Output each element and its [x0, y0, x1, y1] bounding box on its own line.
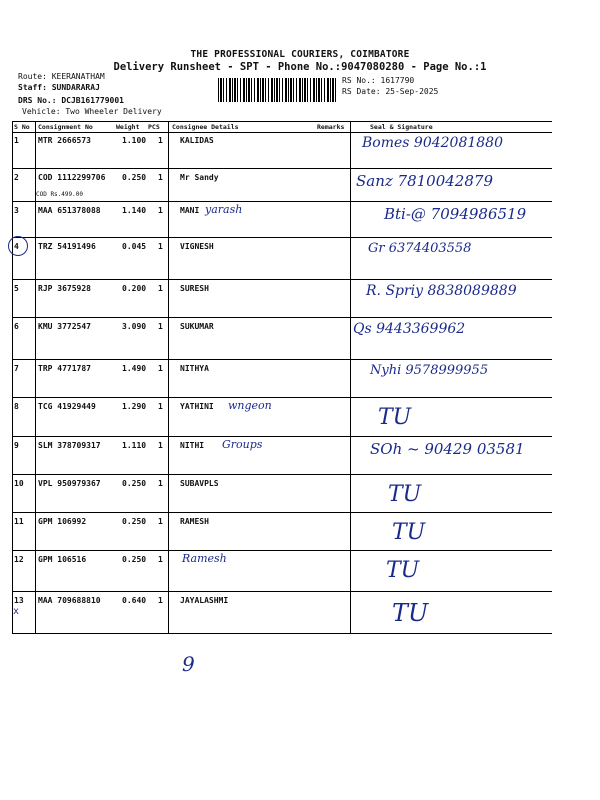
row-consignment-no: MAA 651378088 [38, 206, 101, 215]
row-consignment-no: GPM 106992 [38, 517, 87, 526]
row-consignment-no: TRZ 54191496 [38, 242, 96, 251]
row-sno: 9 [14, 441, 19, 450]
row-weight: 1.110 [122, 441, 147, 450]
row-weight: 0.640 [122, 596, 147, 605]
row-rule [12, 550, 552, 551]
drs-no: DRS No.: DCJB161779001 [18, 96, 124, 105]
circle-mark-icon [8, 236, 28, 256]
row-weight: 1.100 [122, 136, 147, 145]
row-pcs: 1 [158, 173, 163, 182]
row-signature: TU [392, 520, 426, 545]
row-consignment-no: KMU 3772547 [38, 322, 91, 331]
row-sno: 12 [14, 555, 24, 564]
row-sno: 8 [14, 402, 19, 411]
row-rule [12, 201, 552, 202]
row-handwritten-note: wngeon [228, 399, 272, 412]
col-signature: Seal & Signature [370, 123, 433, 131]
row-consignee: SUBAVPLS [180, 479, 219, 488]
row-pcs: 1 [158, 364, 163, 373]
row-signature: Bti-@ 7094986519 [384, 205, 527, 223]
row-weight: 1.290 [122, 402, 147, 411]
row-pcs: 1 [158, 479, 163, 488]
row-rule [12, 237, 552, 238]
row-sno: 6 [14, 322, 19, 331]
row-rule [12, 359, 552, 360]
row-pcs: 1 [158, 284, 163, 293]
row-signature: Bomes 9042081880 [362, 135, 503, 151]
row-pcs: 1 [158, 322, 163, 331]
row-consignment-no: RJP 3675928 [38, 284, 91, 293]
row-signature: TU [392, 599, 429, 627]
row-pcs: 1 [158, 596, 163, 605]
row-signature: TU [386, 558, 420, 583]
staff: Staff: SUNDARARAJ [18, 83, 100, 92]
row-signature: TU [388, 482, 422, 507]
row-sno: 11 [14, 517, 24, 526]
row-signature: Qs 9443369962 [353, 321, 466, 337]
col-divider [12, 121, 13, 633]
row-sno: 4 [14, 242, 19, 251]
row-sno: 5 [14, 284, 19, 293]
row-13-mark: x [13, 606, 20, 617]
row-consignee: RAMESH [180, 517, 209, 526]
row-weight: 0.200 [122, 284, 147, 293]
col-weight: Weight [116, 123, 140, 131]
footer-mark: 9 [182, 652, 195, 676]
col-sno: S No [14, 123, 30, 131]
row-rule [12, 474, 552, 475]
row-consignment-no: GPM 106516 [38, 555, 87, 564]
barcode [218, 78, 336, 102]
company-title: THE PROFESSIONAL COURIERS, COIMBATORE [190, 49, 410, 60]
row-rule [12, 591, 552, 592]
row-sno: 1 [14, 136, 19, 145]
row-weight: 0.250 [122, 555, 147, 564]
row-rule [12, 633, 552, 634]
row-weight: 0.250 [122, 173, 147, 182]
row-pcs: 1 [158, 517, 163, 526]
row-rule [12, 317, 552, 318]
row-consignee: MANI [180, 206, 200, 215]
row-weight: 1.490 [122, 364, 147, 373]
row-signature: TU [378, 405, 412, 430]
row-signature: Sanz 7810042879 [356, 172, 493, 190]
row-consignment-no: COD 1112299706 [38, 173, 106, 182]
row-sno: 2 [14, 173, 19, 182]
row-consignee: NITHI [180, 441, 205, 450]
col-consignee: Consignee Details [172, 123, 239, 131]
row-weight: 3.090 [122, 322, 147, 331]
col-divider [350, 121, 351, 633]
col-consignment: Consignment No [38, 123, 93, 131]
row-handwritten-note: Ramesh [182, 552, 227, 565]
row-consignment-no: MTR 2666573 [38, 136, 91, 145]
row-rule [12, 436, 552, 437]
row-consignment-no: VPL 950979367 [38, 479, 101, 488]
row-signature: SOh ~ 90429 03581 [370, 440, 525, 458]
row-rule [12, 279, 552, 280]
header-bottom-rule [12, 132, 552, 133]
row-signature: R. Spriy 8838089889 [366, 283, 517, 299]
row-consignee: VIGNESH [180, 242, 214, 251]
row-sno: 13 [14, 596, 24, 605]
row-pcs: 1 [158, 206, 163, 215]
route: Route: KEERANATHAM [18, 72, 105, 81]
runsheet-title: Delivery Runsheet - SPT - Phone No.:9047080280 - Page No.:1 [113, 61, 487, 73]
row-weight: 0.045 [122, 242, 147, 251]
cod-amount: COD Rs.499.00 [36, 191, 83, 198]
row-pcs: 1 [158, 441, 163, 450]
row-rule [12, 397, 552, 398]
col-pcs: PCS [148, 123, 160, 131]
header-top-rule [12, 121, 552, 122]
row-pcs: 1 [158, 136, 163, 145]
row-consignee: JAYALASHMI [180, 596, 229, 605]
row-weight: 0.250 [122, 479, 147, 488]
row-rule [12, 512, 552, 513]
row-weight: 0.250 [122, 517, 147, 526]
col-divider [168, 121, 169, 633]
row-consignee: NITHYA [180, 364, 209, 373]
rs-date: RS Date: 25-Sep-2025 [342, 87, 439, 96]
row-sno: 10 [14, 479, 24, 488]
row-handwritten-note: Groups [222, 438, 263, 451]
row-consignment-no: TRP 4771787 [38, 364, 91, 373]
rs-no: RS No.: 1617790 [342, 76, 415, 85]
row-signature: Gr 6374403558 [368, 241, 472, 256]
row-signature: Nyhi 9578999955 [370, 363, 489, 378]
row-consignment-no: SLM 378709317 [38, 441, 101, 450]
row-consignee: SURESH [180, 284, 209, 293]
row-pcs: 1 [158, 402, 163, 411]
col-remarks: Remarks [317, 123, 345, 131]
row-handwritten-note: yarash [205, 203, 243, 216]
vehicle: Vehicle: Two Wheeler Delivery [22, 107, 162, 116]
row-sno: 3 [14, 206, 19, 215]
row-consignee: YATHINI [180, 402, 214, 411]
row-consignee: Mr Sandy [180, 173, 219, 182]
row-sno: 7 [14, 364, 19, 373]
row-consignee: KALIDAS [180, 136, 214, 145]
row-rule [12, 168, 552, 169]
row-pcs: 1 [158, 242, 163, 251]
row-consignment-no: MAA 709688810 [38, 596, 101, 605]
row-pcs: 1 [158, 555, 163, 564]
row-consignment-no: TCG 41929449 [38, 402, 96, 411]
row-weight: 1.140 [122, 206, 147, 215]
row-consignee: SUKUMAR [180, 322, 214, 331]
